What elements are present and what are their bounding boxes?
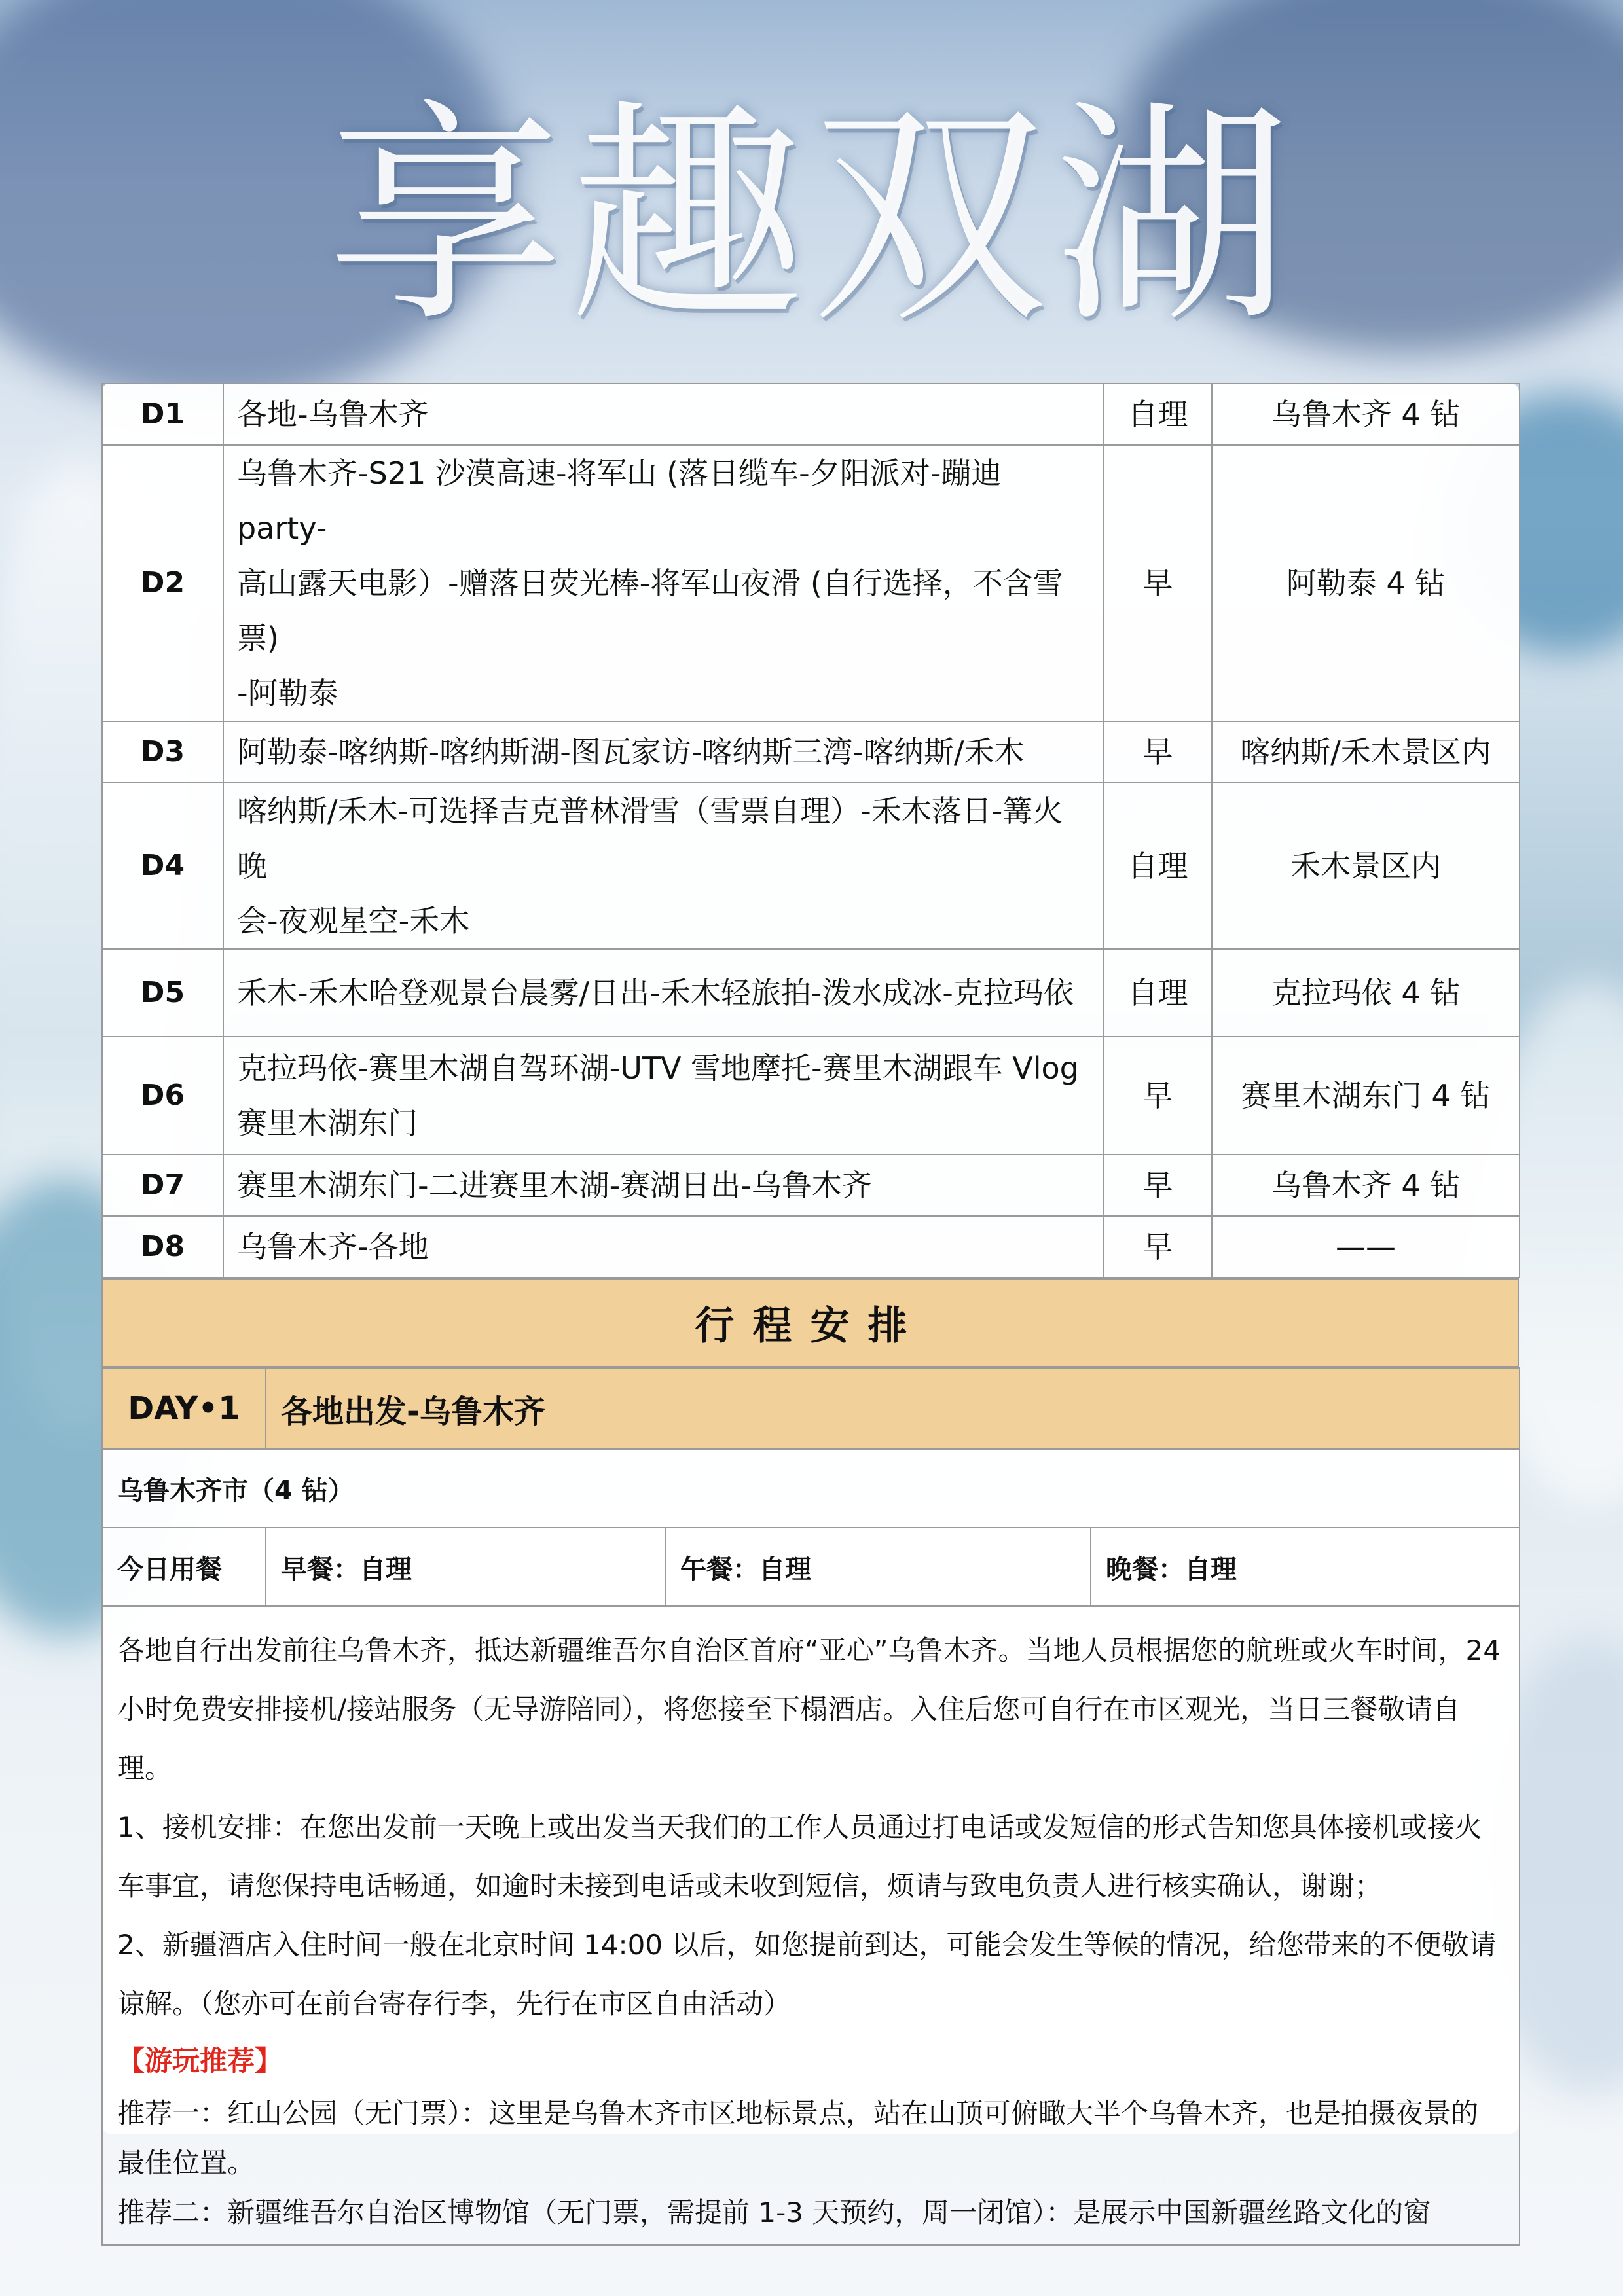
schedule-row	[102, 1037, 1520, 1155]
route-line: 赛里木湖东门	[237, 1105, 418, 1141]
day-cell: D2	[102, 445, 223, 721]
route-line: 克拉玛依-赛里木湖自驾环湖-UTV 雪地摩托-赛里木湖跟车 Vlog	[237, 1050, 1079, 1086]
schedule-table	[101, 383, 1520, 1278]
route-cell	[223, 1155, 1104, 1216]
section-title: 行程安排	[101, 1278, 1519, 1367]
route-cell	[223, 783, 1104, 949]
day-cell: D6	[102, 1037, 223, 1155]
city-name: 乌鲁木齐市（4 钻）	[102, 1449, 1520, 1528]
dinner-info: 晚餐：自理	[1091, 1528, 1520, 1606]
hotel-cell: 赛里木湖东门 4 钻	[1212, 1037, 1520, 1155]
meal-cell: 早	[1104, 1216, 1212, 1278]
hotel-cell: 禾木景区内	[1212, 783, 1520, 949]
meal-cell: 自理	[1104, 384, 1212, 445]
hotel-cell: 阿勒泰 4 钻	[1212, 445, 1520, 721]
meal-cell: 早	[1104, 1037, 1212, 1155]
day-cell: D8	[102, 1216, 223, 1278]
hotel-cell: ——	[1212, 1216, 1520, 1278]
checkin-note: 2、新疆酒店入住时间一般在北京时间 14:00 以后，如您提前到达，可能会发生等候的情况，给您带来的不便敬请谅解。（您亦可在前台寄存行李，先行在市区自由活动）	[117, 1929, 1497, 2020]
recommendation-item: 推荐二：新疆维吾尔自治区博物馆（无门票，需提前 1-3 天预约，周一闭馆）：是展示中国新疆丝路文化的窗	[117, 2197, 1431, 2229]
schedule-row	[102, 1155, 1520, 1216]
day-cell: D7	[102, 1155, 223, 1216]
day-cell: D3	[102, 721, 223, 783]
route-line: 喀纳斯/禾木-可选择吉克普林滑雪（雪票自理）-禾木落日-篝火晚	[237, 793, 1063, 884]
meal-cell: 自理	[1104, 949, 1212, 1037]
route-line: 乌鲁木齐-S21 沙漠高速-将军山 (落日缆车-夕阳派对-蹦迪 party-	[237, 456, 1002, 546]
route-line: 乌鲁木齐-各地	[237, 1229, 429, 1265]
recommend-heading: 【游玩推荐】	[117, 2045, 283, 2077]
meal-label: 今日用餐	[102, 1528, 266, 1606]
day-header-row	[102, 1368, 1520, 1449]
route-cell	[223, 949, 1104, 1037]
meal-cell: 早	[1104, 1155, 1212, 1216]
hotel-cell: 乌鲁木齐 4 钻	[1212, 384, 1520, 445]
day1-table	[101, 1367, 1520, 2246]
route-cell	[223, 1216, 1104, 1278]
schedule-row	[102, 1216, 1520, 1278]
schedule-row	[102, 445, 1520, 721]
hotel-cell: 克拉玛依 4 钻	[1212, 949, 1520, 1037]
lunch-info: 午餐：自理	[665, 1528, 1091, 1606]
day-label: DAY•1	[102, 1368, 266, 1449]
route-line: -阿勒泰	[237, 675, 338, 711]
itinerary-sheet	[101, 383, 1519, 2229]
meal-cell: 早	[1104, 445, 1212, 721]
route-cell	[223, 445, 1104, 721]
route-line: 高山露天电影）-赠落日荧光棒-将军山夜滑 (自行选择，不含雪票)	[237, 565, 1063, 656]
day-title: 各地出发-乌鲁木齐	[266, 1368, 1520, 1449]
day-cell: D5	[102, 949, 223, 1037]
schedule-row	[102, 721, 1520, 783]
intro-paragraph: 各地自行出发前往乌鲁木齐，抵达新疆维吾尔自治区首府“亚心”乌鲁木齐。当地人员根据您的航班或火车时间，24 小时免费安排接机/接站服务（无导游陪同），将您接至下榻酒店。入住后您可自行在市区观光，当日三餐敬请自理。	[117, 1634, 1501, 1784]
route-line: 禾木-禾木哈登观景台晨雾/日出-禾木轻旅拍-泼水成冰-克拉玛依	[237, 975, 1074, 1011]
description-row	[102, 1606, 1520, 2245]
day-cell: D4	[102, 783, 223, 949]
schedule-row	[102, 949, 1520, 1037]
route-cell	[223, 1037, 1104, 1155]
route-line: 会-夜观星空-禾木	[237, 903, 470, 939]
route-line: 赛里木湖东门-二进赛里木湖-赛湖日出-乌鲁木齐	[237, 1168, 872, 1203]
hotel-cell: 乌鲁木齐 4 钻	[1212, 1155, 1520, 1216]
route-cell	[223, 721, 1104, 783]
breakfast-info: 早餐：自理	[266, 1528, 665, 1606]
meal-cell: 早	[1104, 721, 1212, 783]
pickup-note: 1、接机安排：在您出发前一天晚上或出发当天我们的工作人员通过打电话或发短信的形式告知您具体接机或接火车事宜，请您保持电话畅通，如逾时未接到电话或未收到短信，烦请与致电负责人进行核实确认，谢谢；	[117, 1811, 1482, 1902]
hotel-cell: 喀纳斯/禾木景区内	[1212, 721, 1520, 783]
meal-cell: 自理	[1104, 783, 1212, 949]
route-line: 阿勒泰-喀纳斯-喀纳斯湖-图瓦家访-喀纳斯三湾-喀纳斯/禾木	[237, 734, 1025, 770]
recommendation-item: 推荐一：红山公园（无门票）：这里是乌鲁木齐市区地标景点，站在山顶可俯瞰大半个乌鲁木齐，也是拍摄夜景的最佳位置。	[117, 2097, 1479, 2179]
description-cell	[102, 1606, 1520, 2245]
route-cell	[223, 384, 1104, 445]
schedule-row	[102, 783, 1520, 949]
day-cell: D1	[102, 384, 223, 445]
city-row	[102, 1449, 1520, 1528]
schedule-row	[102, 384, 1520, 445]
hero-title: 享趣双湖	[327, 79, 1296, 354]
route-line: 各地-乌鲁木齐	[237, 397, 429, 432]
meal-row	[102, 1528, 1520, 1606]
